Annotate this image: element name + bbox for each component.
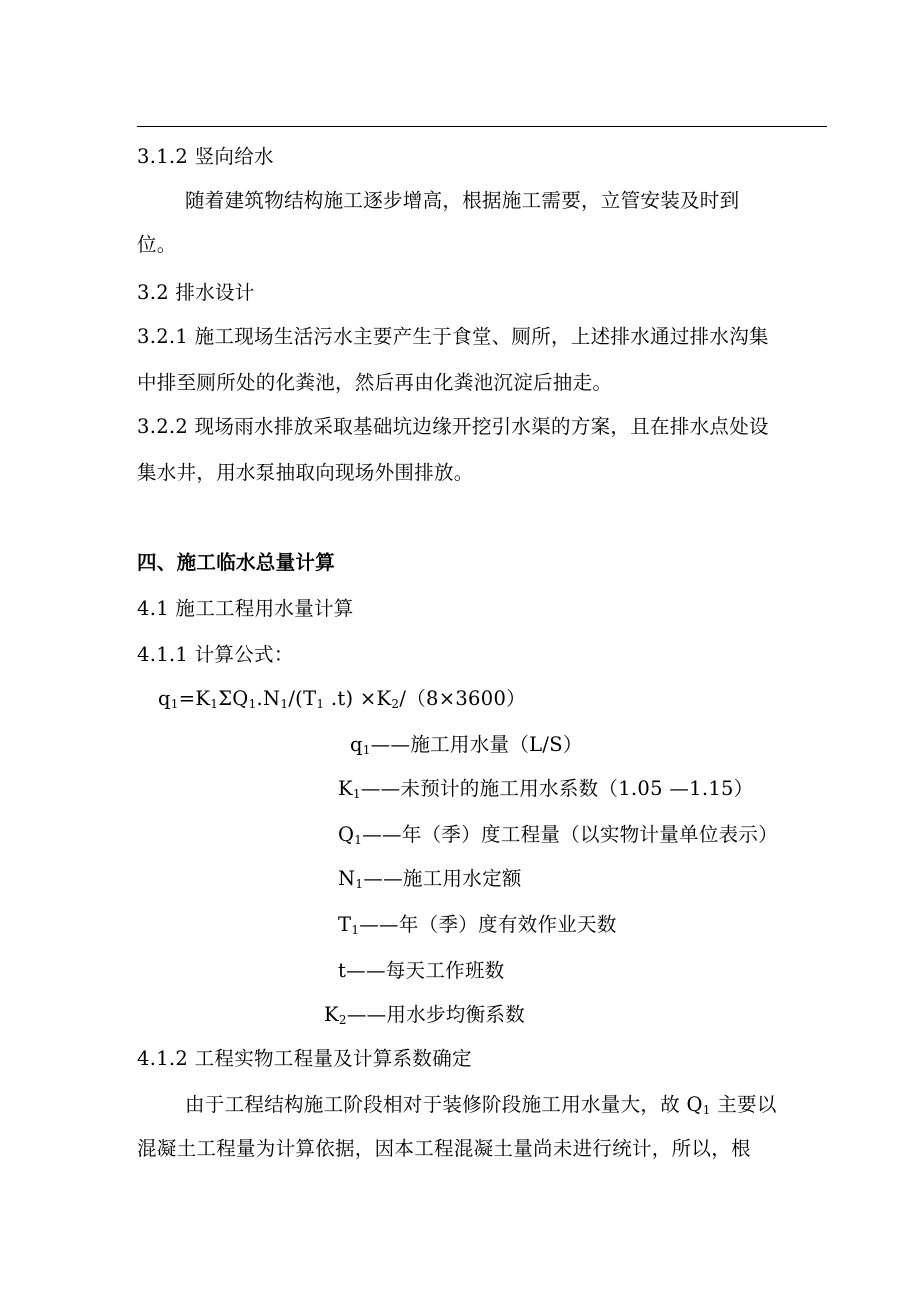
definition-symbol: t <box>338 959 347 982</box>
definition-description: ——用水步均衡系数 <box>346 1003 526 1026</box>
section-3-1-2-heading: 3.1.2 竖向给水 <box>137 145 274 168</box>
definition-description: ——年（季）度有效作业天数 <box>359 913 617 936</box>
formula-q: q <box>158 687 171 710</box>
section-3-1-2-body-line-1: 随着建筑物结构施工逐步增高，根据施工需要，立管安装及时到 <box>185 189 740 212</box>
definition-subscript: 1 <box>362 743 371 757</box>
definition-description: ——未预计的施工用水系数（1.05 —1.15） <box>360 777 754 800</box>
formula-sub: 1 <box>210 697 219 711</box>
section-3-2-2-line-1: 3.2.2 现场雨水排放采取基础坑边缘开挖引水渠的方案，且在排水点处设 <box>137 415 769 438</box>
section-4-1-heading: 4.1 施工工程用水量计算 <box>137 597 354 620</box>
formula-sub: 1 <box>280 697 289 711</box>
definition-n1 <box>338 866 522 897</box>
section-4-1-2-heading: 4.1.2 工程实物工程量及计算系数确定 <box>137 1047 472 1070</box>
definition-subscript: 1 <box>355 877 364 891</box>
section-3-1-2-body-line-2: 位。 <box>137 233 177 256</box>
definition-symbol: K <box>338 777 353 800</box>
definition-description: ——年（季）度工程量（以实物计量单位表示） <box>362 823 779 846</box>
formula-t-rest: .t) ×K <box>324 687 392 710</box>
definition-description: ——施工用水量（L/S） <box>370 733 583 756</box>
formula-sub: 2 <box>391 697 400 711</box>
definition-symbol: Q <box>338 823 355 846</box>
formula-sigma-q: ΣQ <box>218 687 249 710</box>
definition-q1 <box>350 732 583 763</box>
formula <box>158 686 526 717</box>
formula-sub: 1 <box>248 697 257 711</box>
body-text: 由于工程结构施工阶段相对于装修阶段施工用水量大，故 Q <box>185 1093 703 1116</box>
section-3-2-1-line-1: 3.2.1 施工现场生活污水主要产生于食堂、厕所，上述排水通过排水沟集 <box>137 325 769 348</box>
definition-t1 <box>338 912 617 943</box>
definition-t <box>338 958 505 989</box>
formula-k: =K <box>178 687 211 710</box>
definition-subscript: 2 <box>338 1013 347 1027</box>
definition-symbol: K <box>324 1003 339 1026</box>
definition-symbol: T <box>338 913 352 936</box>
definition-symbol: q <box>350 733 363 756</box>
definition-subscript: 1 <box>351 923 360 937</box>
body-subscript: 1 <box>702 1103 711 1117</box>
definition-q1-quantity <box>338 822 778 853</box>
formula-sub: 1 <box>170 697 179 711</box>
header-rule <box>137 126 827 127</box>
section-4-1-2-body-line-1 <box>185 1092 777 1123</box>
formula-n: .N <box>256 687 281 710</box>
chapter-4-heading: 四、施工临水总量计算 <box>137 551 336 574</box>
section-3-2-2-line-2: 集水井，用水泵抽取向现场外围排放。 <box>137 461 474 484</box>
definition-k2 <box>324 1002 525 1033</box>
definition-subscript: 1 <box>354 833 363 847</box>
section-3-2-heading: 3.2 排水设计 <box>137 281 255 304</box>
definition-symbol: N <box>338 867 356 890</box>
formula-t: /(T <box>288 687 317 710</box>
definition-k1 <box>338 776 754 807</box>
definition-description: ——每天工作班数 <box>346 959 505 982</box>
body-text: 主要以 <box>710 1093 777 1116</box>
section-3-2-1-line-2: 中排至厕所处的化粪池，然后再由化粪池沉淀后抽走。 <box>137 371 613 394</box>
definition-description: ——施工用水定额 <box>363 867 522 890</box>
section-4-1-1-heading: 4.1.1 计算公式： <box>137 643 294 666</box>
formula-tail: /（8×3600） <box>399 687 526 710</box>
formula-sub: 1 <box>316 697 325 711</box>
definition-subscript: 1 <box>352 787 361 801</box>
section-4-1-2-body-line-2: 混凝土工程量为计算依据，因本工程混凝土量尚未进行统计，所以，根 <box>137 1137 751 1160</box>
